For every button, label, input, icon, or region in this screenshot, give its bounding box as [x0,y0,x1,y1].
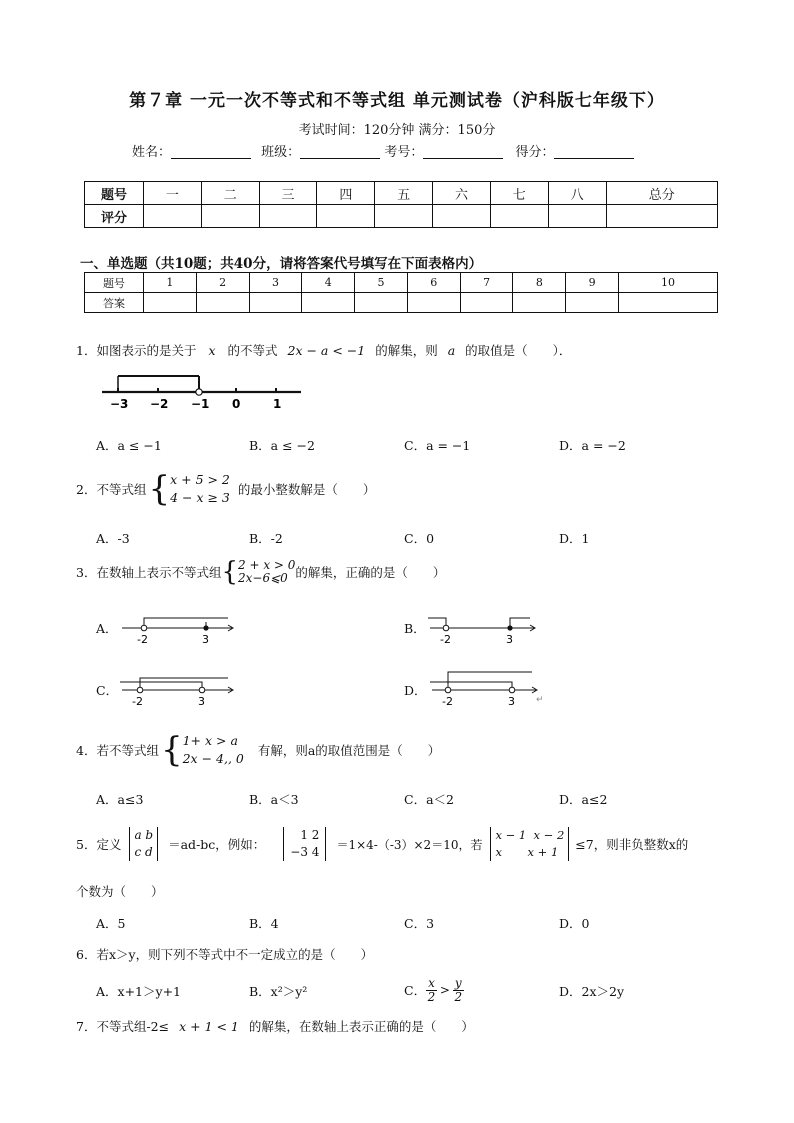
score-input-cell[interactable] [201,205,259,228]
answer-table-cell: 10 [619,273,718,293]
answer-table-cell: 3 [249,273,302,293]
det-row: x − 1 x − 2 [495,828,565,842]
answer-table-cell: 2 [196,273,249,293]
denominator: 2 [454,989,463,1004]
score-row-label: 评分 [85,205,144,228]
q3-line2: 2x−6⩽0 [238,571,288,585]
answer-table-cell: 8 [513,273,566,293]
exam-subtitle: 考试时间：120分钟 满分：150分 [298,123,496,138]
q2-option-b[interactable]: B．-2 [249,531,283,546]
answer-table-cell: 5 [355,273,408,293]
q3-tick-label: -2 [132,695,143,708]
q1-text: 1．如图表示的是关于 [76,343,197,358]
answer-input-cell[interactable] [460,293,513,313]
q5-option-b[interactable]: B．4 [249,916,279,931]
q4-system [183,732,244,768]
q1-option-b[interactable]: B．a ≤ −2 [249,438,315,453]
q4-line2: 2x − 4,, 0 [182,751,244,766]
denominator: 2 [427,989,436,1004]
question-3-stem [76,556,445,588]
q1-variable: a [447,343,456,358]
q1-tick-label: −2 [150,397,169,411]
question-7-stem [76,1017,474,1035]
q3-tick-label: -2 [442,695,453,708]
q3-text: 的解集，正确的是（ ） [295,565,446,580]
q5-text: ＝ad-bc，例如： [168,837,266,852]
q5-determinant-condition [490,827,569,861]
greater-than-symbol: > [439,983,450,997]
answer-input-cell[interactable] [619,293,718,313]
student-info-line [132,141,634,160]
q2-system [170,471,230,507]
q3-option-d-number-line [428,668,556,710]
q3-text: 3．在数轴上表示不等式组 [76,565,222,580]
answer-table-cell: 4 [302,273,355,293]
q7-text: 的解集，在数轴上表示正确的是（ ） [248,1019,474,1034]
question-4-stem [76,728,440,772]
fraction [426,977,437,1004]
q5-determinant-definition [129,827,158,861]
class-label: 班级： [261,145,301,160]
q2-line1: x + 5 > 2 [170,472,230,487]
det-row: x x + 1 [495,845,559,859]
q5-option-d[interactable]: D．0 [559,916,590,931]
q3-option-c-number-line [118,674,238,710]
question-1-stem [76,341,571,359]
q6-option-b[interactable]: B．x²＞y² [249,984,308,999]
score-table-score-row [85,205,718,228]
q6-option-a[interactable]: A．x+1＞y+1 [96,984,181,999]
numerator: x [428,975,435,990]
page-title: 第７章 一元一次不等式和不等式组 单元测试卷（沪科版七年级下） [129,91,665,111]
q5-text: ≤7，则非负整数x的 [575,837,689,852]
score-table-cell: 总分 [606,182,718,205]
q5-text: 5．定义 [76,837,122,852]
score-table-cell: 题号 [85,182,144,205]
q3-tick-label: 3 [506,633,513,646]
fraction [453,977,464,1004]
det-row: 1 2 [300,828,320,842]
score-table-cell: 四 [317,182,375,205]
q1-option-c[interactable]: C．a = −1 [404,438,471,453]
answer-table-cell: 9 [566,273,619,293]
score-table-cell: 七 [490,182,548,205]
score-input-cell[interactable] [317,205,375,228]
q2-option-a[interactable]: A．-3 [96,531,130,546]
answer-row-label: 答案 [85,293,144,313]
q3-option-d[interactable]: D． [404,683,427,698]
q5-option-c[interactable]: C．3 [404,916,435,931]
score-table-header-row [85,182,718,205]
q5-option-a[interactable]: A．5 [96,916,126,931]
score-input-cell[interactable] [259,205,317,228]
q6-option-c[interactable] [404,972,464,1008]
q1-inequality: 2x − a < −1 [287,343,366,358]
answer-input-cell[interactable] [513,293,566,313]
score-input-cell[interactable] [375,205,433,228]
answer-input-cell[interactable] [144,293,197,313]
score-input-cell[interactable] [606,205,718,228]
q6-option-d[interactable]: D．2x＞2y [559,984,625,999]
q1-tick-label: 1 [273,397,282,411]
q2-text: 的最小整数解是（ ） [237,482,376,497]
answer-table-cell: 7 [460,273,513,293]
q4-option-c[interactable]: C．a＜2 [404,792,454,807]
q6-option-c-label: C． [404,983,427,998]
q1-option-d[interactable]: D．a = −2 [559,438,626,453]
q3-option-c[interactable]: C． [96,683,119,698]
q2-text: 2．不等式组 [76,482,147,497]
score-table-cell: 二 [201,182,259,205]
score-field[interactable] [554,144,634,159]
score-input-cell[interactable] [433,205,491,228]
q4-line1: 1+ x > a [182,733,238,748]
section-heading: 一、单选题（共10题；共40分，请将答案代号填写在下面表格内） [80,256,483,272]
answer-input-cell[interactable] [196,293,249,313]
answer-input-cell[interactable] [249,293,302,313]
q1-number-line [96,370,316,414]
q4-text: 有解，则a的取值范围是（ ） [257,743,441,758]
q3-tick-label: 3 [508,695,515,708]
exam-no-label: 考号： [384,145,424,160]
q2-option-c[interactable]: C．0 [404,531,435,546]
answer-input-cell[interactable] [302,293,355,313]
q1-tick-label: −3 [110,397,129,411]
q2-line2: 4 − x ≥ 3 [170,490,230,505]
answer-table-answer-row [85,293,718,313]
q5-text-line2: 个数为（ ） [76,884,164,899]
question-5-stem [76,822,688,866]
score-table-cell: 六 [433,182,491,205]
numerator: y [454,975,462,990]
brace-symbol: { [160,730,183,770]
q5-determinant-example [283,827,326,861]
question-2-stem [76,467,375,511]
q4-text: 4．若不等式组 [76,743,159,758]
q3-tick-label: -2 [440,633,451,646]
q1-tick-label: 0 [232,397,241,411]
q2-option-d[interactable]: D．1 [559,531,590,546]
name-field[interactable] [171,144,251,159]
q1-text: 的解集，则 [375,343,438,358]
answer-table [84,272,718,313]
q4-option-b[interactable]: B．a＜3 [249,792,299,807]
brace-symbol: { [221,557,239,587]
exam-no-field[interactable] [423,144,503,159]
q7-text: 7．不等式组-2≤ [76,1019,170,1034]
score-input-cell[interactable] [144,205,202,228]
score-input-cell[interactable] [548,205,606,228]
score-table-cell: 三 [259,182,317,205]
q3-tick-label: 3 [202,633,209,646]
q1-text: 的不等式 [227,343,278,358]
q1-text: 的取值是（ ）． [465,343,572,358]
det-row: a b [134,828,154,842]
q3-option-a[interactable]: A． [96,621,118,636]
question-6-stem: 6．若x＞y，则下列不等式中不一定成立的是（ ） [76,947,374,962]
det-row: −3 4 [290,845,320,859]
answer-input-cell[interactable] [407,293,460,313]
answer-input-cell[interactable] [566,293,619,313]
q5-text: ＝1×4-（-3）×2＝10，若 [336,837,483,852]
answer-input-cell[interactable] [355,293,408,313]
q3-option-b-number-line [426,612,546,648]
answer-table-cell: 1 [144,273,197,293]
q4-option-a[interactable]: A．a≤3 [96,792,144,807]
q3-option-a-number-line [120,612,240,648]
answer-table-header-row [85,273,718,293]
q4-option-d[interactable]: D．a≤2 [559,792,608,807]
q3-system [238,559,295,585]
name-label: 姓名： [132,145,172,160]
score-input-cell[interactable] [490,205,548,228]
q3-option-b[interactable]: B． [404,621,426,636]
q3-tick-label: -2 [137,633,148,646]
class-field[interactable] [300,144,380,159]
score-table-cell: 五 [375,182,433,205]
score-table [84,181,718,228]
score-label: 得分： [515,145,555,160]
q3-tick-label: 3 [198,695,205,708]
q1-tick-label: −1 [191,397,210,411]
q1-variable: x [208,343,216,358]
q1-option-a[interactable]: A．a ≤ −1 [96,438,162,453]
q3-line1: 2 + x > 0 [238,558,296,572]
return-mark-icon: ↵ [536,695,544,705]
answer-table-cell: 题号 [85,273,144,293]
answer-table-cell: 6 [407,273,460,293]
score-table-cell: 一 [144,182,202,205]
q7-inequality: x + 1 < 1 [179,1019,239,1034]
det-row: c d [134,845,153,859]
brace-symbol: { [148,469,171,509]
score-table-cell: 八 [548,182,606,205]
